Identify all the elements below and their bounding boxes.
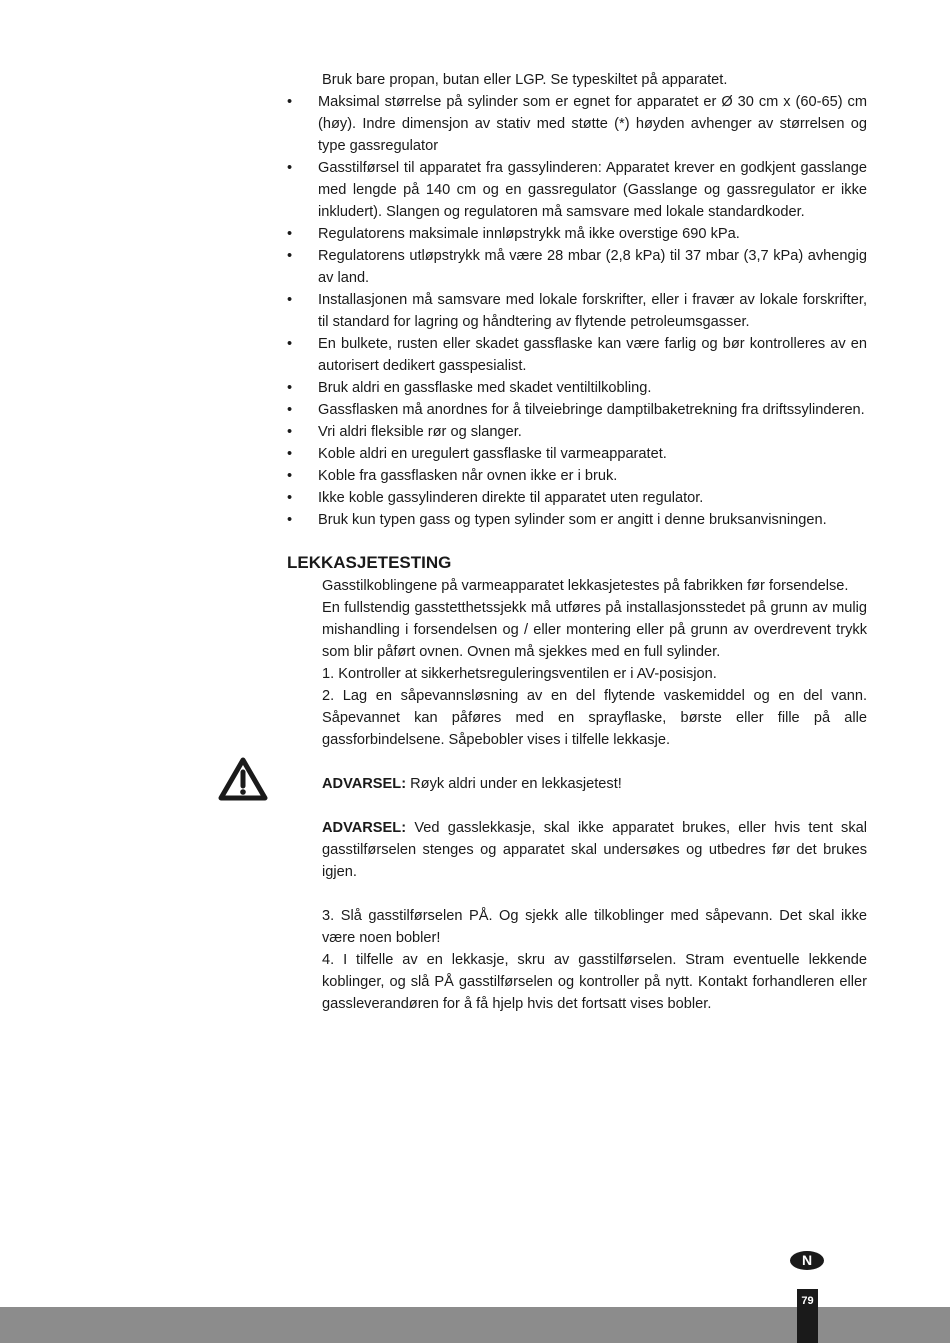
warning-text: Ved gasslekkasje, skal ikke apparatet brukes, eller hvis tent skal gasstilførselen stenges og apparatet skal undersøkes og utbedres før det brukes igjen. (322, 820, 867, 880)
list-item-text: Gasstilførsel til apparatet fra gassylinderen: Apparatet krever en godkjent gasslange med lengde på 140 cm og en gassregulator (Gasslange og gassregulator er ikke inkludert). Slangen og regulatoren må samsvare med lokale standardkoder. (318, 160, 867, 220)
list-item-text: Bruk aldri en gassflaske med skadet ventiltilkobling. (318, 380, 652, 396)
list-item (287, 487, 867, 509)
list-item (287, 245, 867, 289)
bullet-marker: • (287, 402, 293, 418)
paragraph: 1. Kontroller at sikkerhetsreguleringsventilen er i AV-posisjon. (322, 666, 717, 682)
list-item (287, 91, 867, 157)
bullet-marker: • (287, 248, 293, 264)
bullet-marker: • (287, 512, 293, 528)
warning-message (322, 817, 867, 883)
paragraph: Gasstilkoblingene på varmeapparatet lekkasjetestes på fabrikken før forsendelse. (322, 578, 849, 594)
spacer (322, 795, 867, 817)
intro-line: Bruk bare propan, butan eller LGP. Se typeskiltet på apparatet. (322, 72, 728, 88)
list-item (287, 157, 867, 223)
bullet-marker: • (287, 446, 293, 462)
list-item (287, 377, 867, 399)
bullet-marker: • (287, 380, 293, 396)
list-item (287, 399, 867, 421)
list-item (287, 443, 867, 465)
warning-label: ADVARSEL: (322, 820, 407, 836)
list-item-text: Koble fra gassflasken når ovnen ikke er i bruk. (318, 468, 618, 484)
list-item (287, 333, 867, 377)
paragraph: 2. Lag en såpevannsløsning av en del flytende vaskemiddel og en del vann. Såpevannet kan påføres med en sprayflaske, børste eller fille på alle gassforbindelsene. Såpebobler vises i tilfelle lekkasje. (322, 688, 867, 748)
bullet-marker: • (287, 226, 293, 242)
list-item (287, 223, 867, 245)
page-number: 79 (801, 1295, 814, 1307)
list-item-text: En bulkete, rusten eller skadet gassflaske kan være farlig og bør kontrolleres av en autorisert dedikert gasspesialist. (318, 336, 867, 374)
list-item-text: Regulatorens maksimale innløpstrykk må ikke overstige 690 kPa. (318, 226, 740, 242)
list-item (287, 465, 867, 487)
leak-test-section (322, 575, 867, 1015)
bullet-marker: • (287, 94, 293, 110)
warning-text: Røyk aldri under en lekkasjetest! (406, 776, 622, 792)
bullet-marker: • (287, 490, 293, 506)
requirements-list (287, 91, 867, 531)
list-item-text: Koble aldri en uregulert gassflaske til varmeapparatet. (318, 446, 667, 462)
language-badge: N (790, 1251, 824, 1270)
paragraph: En fullstendig gasstetthetssjekk må utføres på installasjonsstedet på grunn av mulig mishandling i forsendelsen og / eller montering eller på grunn av overdrevent trykk som blir påført ovnen. Ovnen må sjekkes med en full sylinder. (322, 600, 867, 660)
spacer (322, 883, 867, 905)
list-item (287, 509, 867, 531)
section-heading: LEKKASJETESTING (287, 553, 452, 572)
bullet-marker: • (287, 336, 293, 352)
bullet-marker: • (287, 424, 293, 440)
warning-triangle-icon (218, 757, 268, 801)
paragraph: 3. Slå gasstilførselen PÅ. Og sjekk alle tilkoblinger med såpevann. Det skal ikke være noen bobler! (322, 908, 867, 946)
warning-message (322, 773, 867, 795)
paragraph: 4. I tilfelle av en lekkasje, skru av gasstilførselen. Stram eventuelle lekkende koblinger, og slå PÅ gasstilførselen og kontroller på nytt. Kontakt forhandleren eller gassleverandøren for å få hjelp hvis det fortsatt vises bobler. (322, 952, 867, 1012)
bullet-marker: • (287, 160, 293, 176)
list-item-text: Installasjonen må samsvare med lokale forskrifter, eller i fravær av lokale forskrifter, til standard for lagring og håndtering av flytende petroleumsgasser. (318, 292, 867, 330)
list-item-text: Maksimal størrelse på sylinder som er egnet for apparatet er Ø 30 cm x (60-65) cm (høy). Indre dimensjon av stativ med støtte (*) høyden avhenger av størrelsen og type gassregulator (318, 94, 867, 154)
list-item-text: Regulatorens utløpstrykk må være 28 mbar (2,8 kPa) til 37 mbar (3,7 kPa) avhengig av land. (318, 248, 867, 286)
list-item (287, 289, 867, 333)
list-item-text: Gassflasken må anordnes for å tilveiebringe damptilbaketrekning fra driftssylinderen. (318, 402, 865, 418)
list-item-text: Vri aldri fleksible rør og slanger. (318, 424, 522, 440)
page-content (287, 69, 867, 1015)
spacer (322, 751, 867, 773)
list-item (287, 421, 867, 443)
list-item-text: Ikke koble gassylinderen direkte til apparatet uten regulator. (318, 490, 704, 506)
warning-row (322, 773, 867, 795)
bullet-marker: • (287, 468, 293, 484)
bullet-marker: • (287, 292, 293, 308)
warning-label: ADVARSEL: (322, 776, 407, 792)
list-item-text: Bruk kun typen gass og typen sylinder som er angitt i denne bruksanvisningen. (318, 512, 827, 528)
